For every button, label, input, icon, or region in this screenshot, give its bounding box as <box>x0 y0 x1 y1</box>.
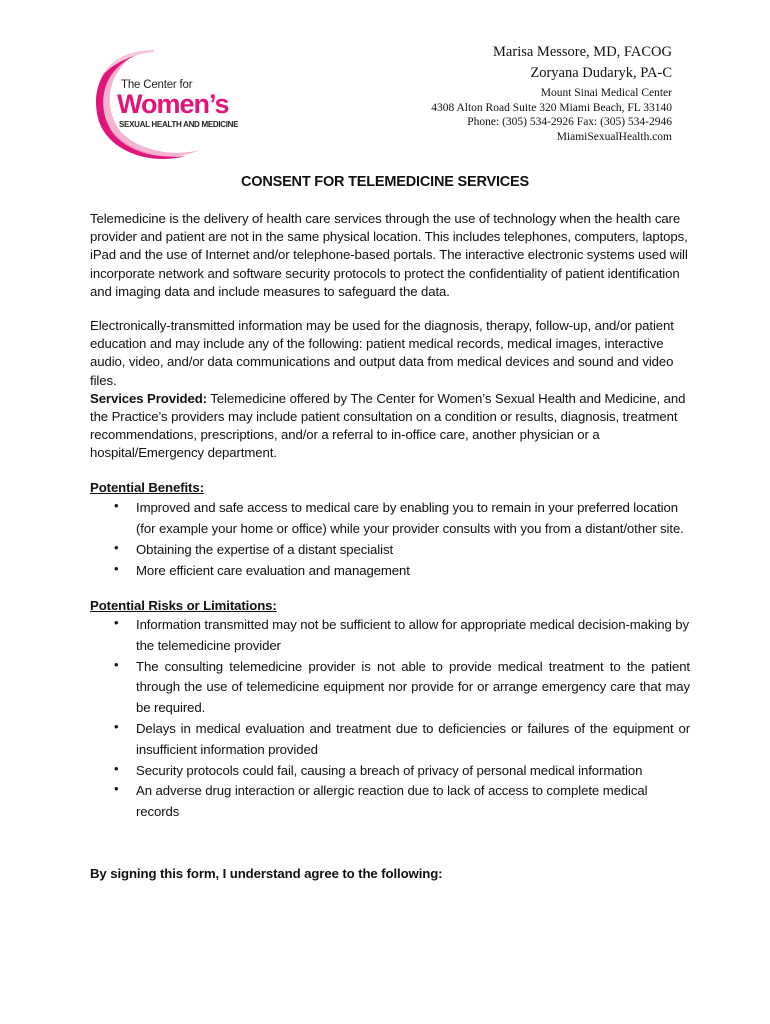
list-item: • Security protocols could fail, causing a breach of privacy of personal medical information <box>90 761 690 782</box>
medical-center: Mount Sinai Medical Center <box>540 87 672 99</box>
risks-list <box>90 615 690 823</box>
center-logo <box>88 46 248 166</box>
list-item: • An adverse drug interaction or allergic reaction due to lack of access to complete medical records <box>90 781 690 823</box>
doctor-1: Marisa Messore, MD, FACOG <box>493 44 672 60</box>
list-item: • Obtaining the expertise of a distant specialist <box>90 539 690 560</box>
list-item: • Improved and safe access to medical care by enabling you to remain in your preferred location (for example your home or office) while your provider consults with you from a distant/other site. <box>90 497 690 539</box>
logo-line-3: SEXUAL HEALTH AND MEDICINE <box>119 120 239 129</box>
list-item: • More efficient care evaluation and management <box>90 560 690 581</box>
address: 4308 Alton Road Suite 320 Miami Beach, FL 33140 <box>431 101 672 114</box>
benefits-list <box>90 497 690 581</box>
services-label: Services Provided: <box>90 390 207 406</box>
services-paragraph <box>90 390 690 463</box>
practice-header <box>431 42 672 144</box>
list-item: • Delays in medical evaluation and treatment due to deficiencies or failures of the equipment or insufficient information provided <box>90 719 690 761</box>
logo-line-1: The Center for <box>121 79 193 91</box>
website: MiamiSexualHealth.com <box>556 130 672 143</box>
signing-statement: By signing this form, I understand agree to the following: <box>90 866 443 882</box>
risks-heading: Potential Risks or Limitations: <box>90 597 277 613</box>
services-text: Telemedicine offered by The Center for Women’s Sexual Health and Medicine, and the Practice’s providers may include patient consultation on a condition or results, diagnosis, treatment recommendations, prescriptions, and/or a referral to in-office care, another physician or a hospital/Emergency department. <box>90 390 686 461</box>
list-item: • Information transmitted may not be sufficient to allow for appropriate medical decision-making by the telemedicine provider <box>90 615 690 657</box>
doctor-2: Zoryana Dudaryk, PA-C <box>530 65 672 81</box>
logo-line-2: Women’s <box>117 89 229 119</box>
transmitted-paragraph: Electronically-transmitted information may be used for the diagnosis, therapy, follow-up, and/or patient education and may include any of the following: patient medical records, medical images, interactive audio, video, and/or data communications and output data from medical devices and sound and video files. <box>90 318 674 388</box>
benefits-heading: Potential Benefits: <box>90 479 204 495</box>
list-item: • The consulting telemedicine provider is not able to provide medical treatment to the patient through the use of telemedicine equipment nor provide for or arrange emergency care that may be required. <box>90 657 690 719</box>
consent-body <box>90 210 690 883</box>
intro-paragraph: Telemedicine is the delivery of health care services through the use of technology when the health care provider and patient are not in the same physical location. This includes telephones, computers, laptops, iPad and the use of Internet and/or telephone-based portals. The interactive electronic systems used will incorporate network and software security protocols to protect the confidentiality of patient identification and imaging data and include measures to safeguard the data. <box>90 211 688 299</box>
page-title: CONSENT FOR TELEMEDICINE SERVICES <box>240 174 529 190</box>
phone-fax: Phone: (305) 534-2926 Fax: (305) 534-2946 <box>467 116 672 128</box>
